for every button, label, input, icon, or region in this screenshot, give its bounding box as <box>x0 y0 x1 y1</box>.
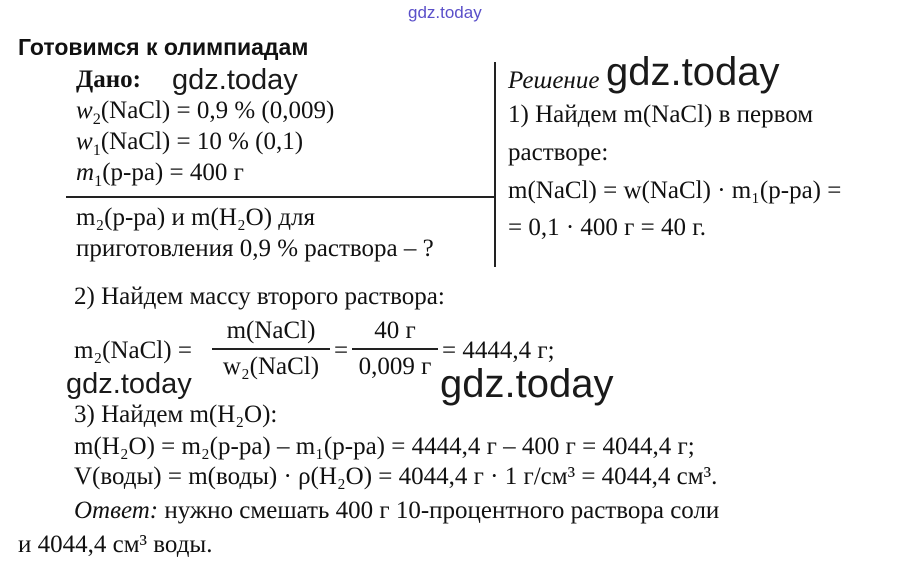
step3-line1: m(H₂O) = m₂(р-ра) – m₁(р-ра) = 4444,4 г – 400 г = 4044,4 г; <box>74 433 695 460</box>
given-divider <box>66 196 494 198</box>
given-m1-sub: 1 <box>94 172 103 190</box>
given-m1-value: (р-ра) = 400 г <box>102 159 244 186</box>
given-find-line1: m₂(р-ра) и m(H₂O) для <box>76 204 315 231</box>
step2-fraction-1 <box>212 316 330 382</box>
given-m1 <box>76 158 244 188</box>
watermark-mid-center: gdz.today <box>440 362 614 406</box>
step2-fraction-2 <box>352 316 438 382</box>
step1-result: = 0,1 · 400 г = 40 г. <box>508 214 706 241</box>
watermark-mid-left: gdz.today <box>66 368 192 400</box>
given-w1-symbol: w <box>76 128 93 155</box>
step1-line2: растворе: <box>508 139 609 166</box>
given-solution-separator <box>494 62 496 267</box>
watermark-solution: gdz.today <box>606 50 780 94</box>
step2-fraction-1-bar <box>212 348 330 350</box>
page-title: Готовимся к олимпиадам <box>18 34 309 60</box>
given-w1-sub: 1 <box>92 141 101 159</box>
step2-result: = 4444,4 г; <box>442 337 555 364</box>
step1-line1: 1) Найдем m(NaCl) в первом <box>508 101 814 128</box>
given-w2 <box>76 96 334 126</box>
given-w2-value: (NaCl) = 0,9 % (0,009) <box>100 97 335 124</box>
given-w1 <box>76 127 303 157</box>
answer-label: Ответ: <box>74 497 159 524</box>
step2-lhs: m₂(NaCl) = <box>74 337 192 364</box>
step2-fraction-1-denominator: w₂(NaCl) <box>222 353 320 380</box>
step2-equals: = <box>334 337 349 364</box>
step2-fraction-2-denominator: 0,009 г <box>358 353 432 380</box>
answer-text-1: нужно смешать 400 г 10-процентного раствора соли <box>164 497 720 524</box>
step3-line2: V(воды) = m(воды) · ρ(H₂O) = 4044,4 г · 1 г/см³ = 4044,4 см³. <box>74 463 718 490</box>
step2-fraction-2-numerator: 40 г <box>374 317 416 344</box>
given-w2-symbol: w <box>76 97 93 124</box>
answer-line1 <box>74 496 719 526</box>
given-w1-value: (NaCl) = 10 % (0,1) <box>100 128 304 155</box>
step1-formula: m(NaCl) = w(NaCl) · m₁(р-ра) = <box>508 177 842 204</box>
given-m1-symbol: m <box>76 159 95 186</box>
given-label: Дано: <box>76 66 141 93</box>
watermark-given: gdz.today <box>172 64 298 96</box>
solution-label: Решение <box>508 67 600 94</box>
watermark-top: gdz.today <box>408 3 482 22</box>
step2-title: 2) Найдем массу второго раствора: <box>74 283 445 310</box>
step2-fraction-2-bar <box>352 348 438 350</box>
answer-line2: и 4044,4 см³ воды. <box>18 531 213 558</box>
given-w2-sub: 2 <box>92 110 101 128</box>
step3-title: 3) Найдем m(H₂O): <box>74 401 278 428</box>
step2-fraction-1-numerator: m(NaCl) <box>226 317 316 344</box>
given-find-line2: приготовления 0,9 % раствора – ? <box>76 235 434 262</box>
